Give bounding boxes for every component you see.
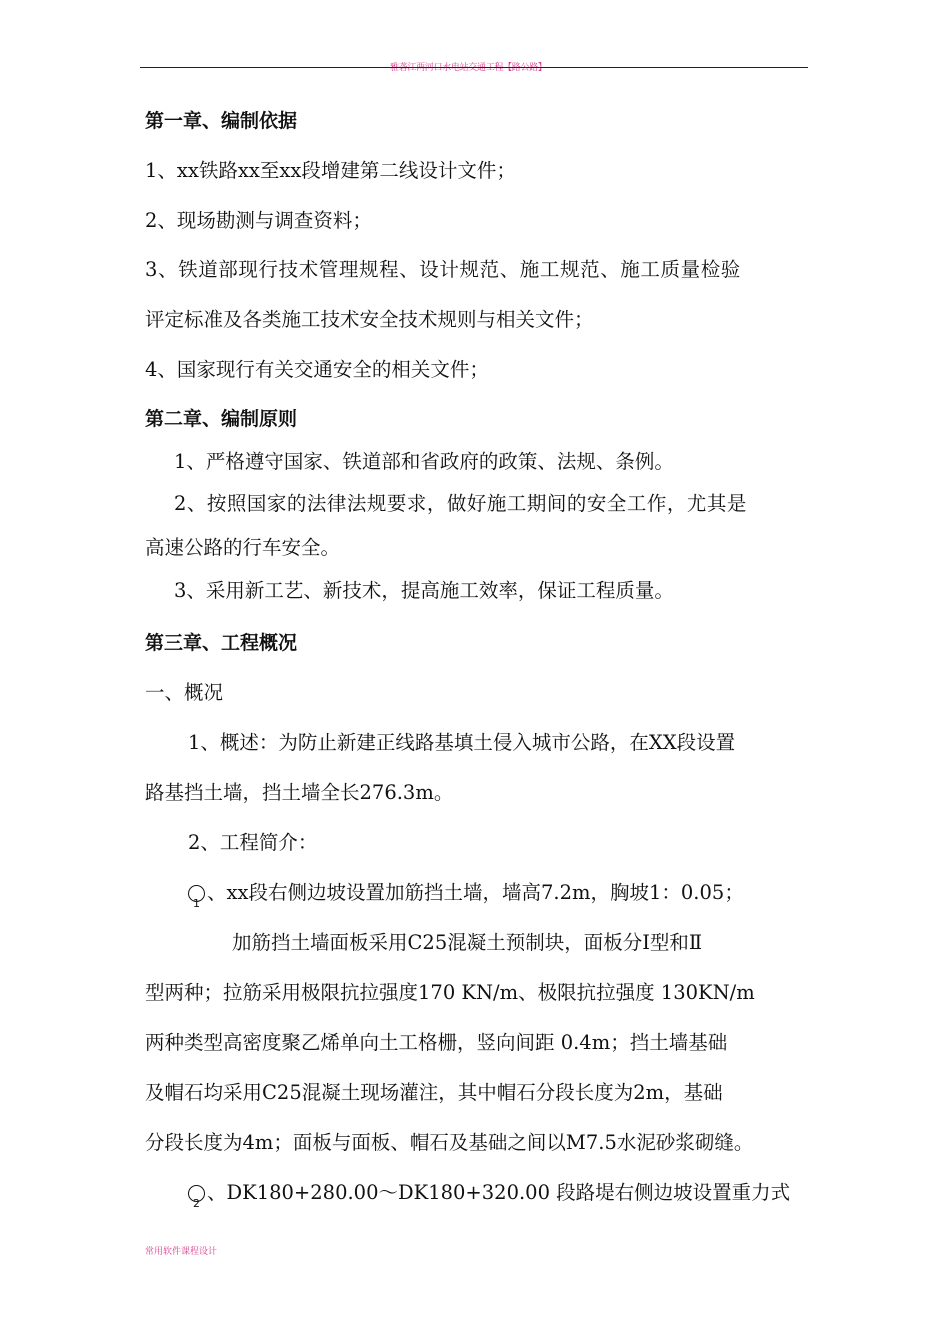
paragraph-line: 两种类型高密度聚乙烯单向土工格栅，竖向间距 0.4m；挡土墙基础	[145, 1031, 728, 1054]
chapter-1-heading: 第一章、编制依据	[145, 110, 298, 132]
paragraph-line: 分段长度为4m；面板与面板、帽石及基础之间以M7.5水泥砂浆砌缝。	[145, 1131, 754, 1154]
chapter-2-heading: 第二章、编制原则	[145, 408, 298, 430]
paragraph-line: 3、采用新工艺、新技术，提高施工效率，保证工程质量。	[174, 579, 674, 602]
paragraph-line: 评定标准及各类施工技术安全技术规则与相关文件；	[145, 308, 594, 331]
list-item-text: 、xx段右侧边坡设置加筋挡土墙，墙高7.2m，胸坡1：0.05；	[207, 881, 744, 904]
circled-number-icon: 1	[188, 885, 205, 902]
paragraph-line: 2、工程简介：	[188, 831, 318, 854]
paragraph-line: 2、现场勘测与调查资料；	[145, 209, 372, 232]
list-item	[188, 1180, 950, 1210]
paragraph-line: 4、国家现行有关交通安全的相关文件；	[145, 358, 489, 381]
header-divider	[140, 67, 808, 68]
header-title: 雅砻江两河口水电站交通工程【路公路】	[390, 63, 547, 73]
paragraph-line: 路基挡土墙，挡土墙全长276.3m。	[145, 781, 454, 804]
section-heading: 一、概况	[145, 681, 224, 704]
circled-number-icon: 2	[188, 1185, 205, 1202]
paragraph-line: 加筋挡土墙面板采用C25混凝土预制块，面板分Ⅰ型和Ⅱ	[232, 931, 703, 954]
paragraph-line: 及帽石均采用C25混凝土现场灌注，其中帽石分段长度为2m，基础	[145, 1081, 723, 1104]
paragraph-line: 1、严格遵守国家、铁道部和省政府的政策、法规、条例。	[174, 450, 674, 473]
list-item	[188, 880, 950, 910]
footer-text: 常用软件课程设计	[145, 1247, 218, 1257]
paragraph-line: 3、铁道部现行技术管理规程、设计规范、施工规范、施工质量检验	[145, 258, 741, 281]
list-item-text: 、DK180+280.00～DK180+320.00 段路堤右侧边坡设置重力式	[207, 1181, 791, 1204]
chapter-3-heading: 第三章、工程概况	[145, 632, 298, 654]
paragraph-line: 1、xx铁路xx至xx段增建第二线设计文件；	[145, 159, 516, 182]
paragraph-line: 1、概述：为防止新建正线路基填土侵入城市公路，在XX段设置	[188, 731, 736, 754]
paragraph-line: 高速公路的行车安全。	[145, 536, 341, 559]
paragraph-line: 型两种；拉筋采用极限抗拉强度170 KN/m、极限抗拉强度 130KN/m	[145, 981, 755, 1004]
paragraph-line: 2、按照国家的法律法规要求，做好施工期间的安全工作，尤其是	[174, 492, 747, 515]
